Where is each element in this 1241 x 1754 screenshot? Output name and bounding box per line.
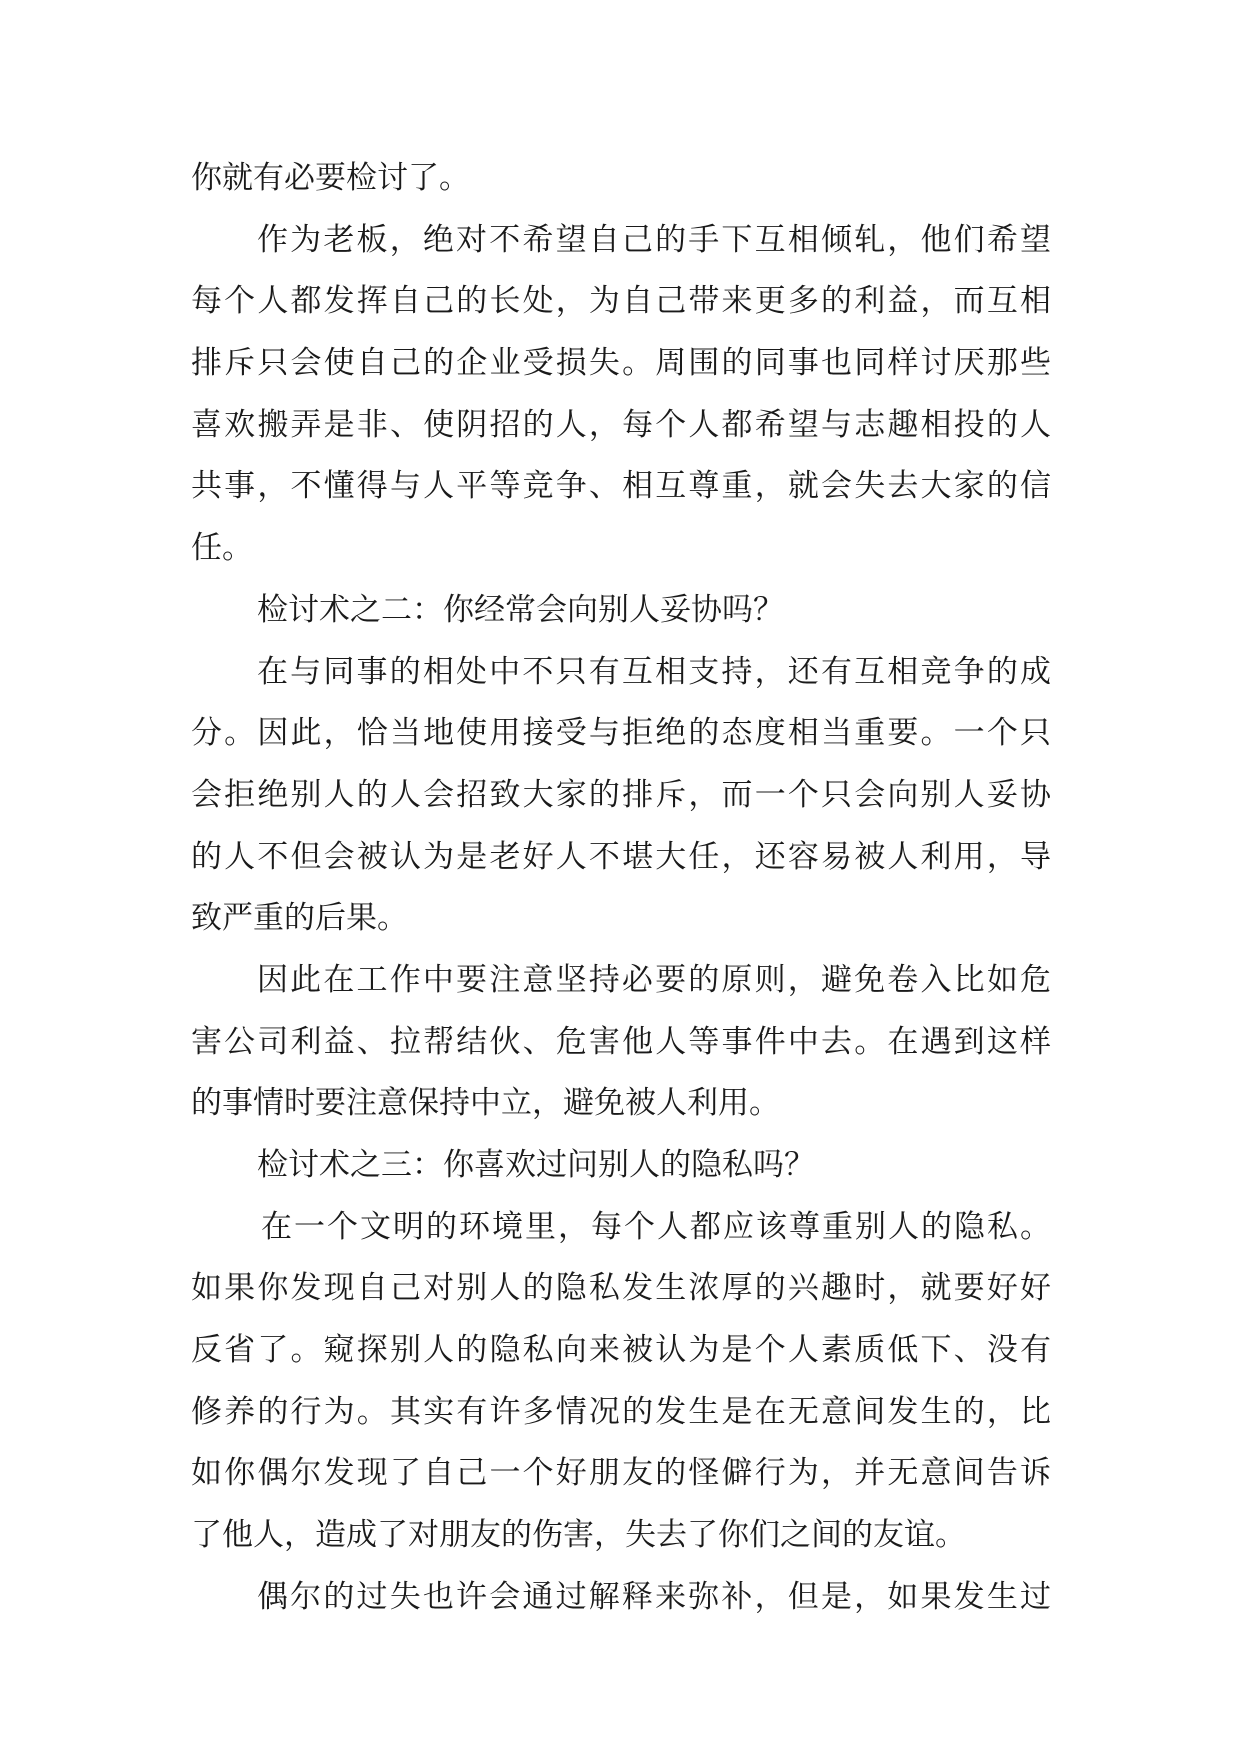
text-line: 喜欢搬弄是非、使阴招的人，每个人都希望与志趣相投的人 bbox=[191, 406, 1051, 443]
text-line: 任。 bbox=[191, 530, 253, 567]
text-line: 排斥只会使自己的企业受损失。周围的同事也同样讨厌那些 bbox=[191, 345, 1051, 382]
paragraph-first-line: 因此在工作中要注意坚持必要的原则，避免卷入比如危 bbox=[257, 961, 1051, 998]
text-line: 的事情时要注意保持中立，避免被人利用。 bbox=[191, 1085, 780, 1122]
paragraph-first-line: 在一个文明的环境里，每个人都应该尊重别人的隐私。 bbox=[261, 1208, 1051, 1245]
text-line: 如果你发现自己对别人的隐私发生浓厚的兴趣时，就要好好 bbox=[191, 1270, 1051, 1307]
text-line: 共事，不懂得与人平等竞争、相互尊重，就会失去大家的信 bbox=[191, 468, 1051, 505]
paragraph-first-line: 偶尔的过失也许会通过解释来弥补，但是，如果发生过 bbox=[257, 1578, 1051, 1615]
text-line: 分。因此，恰当地使用接受与拒绝的态度相当重要。一个只 bbox=[191, 715, 1051, 752]
text-line: 致严重的后果。 bbox=[191, 900, 408, 937]
section-heading: 检讨术之三：你喜欢过问别人的隐私吗？ bbox=[257, 1147, 815, 1183]
section-heading: 检讨术之二：你经常会向别人妥协吗？ bbox=[257, 591, 784, 628]
text-line: 了他人，造成了对朋友的伤害，失去了你们之间的友谊。 bbox=[191, 1517, 966, 1554]
text-line: 如你偶尔发现了自己一个好朋友的怪僻行为，并无意间告诉 bbox=[191, 1455, 1051, 1492]
text-line: 的人不但会被认为是老好人不堪大任，还容易被人利用，导 bbox=[191, 838, 1051, 875]
text-line: 害公司利益、拉帮结伙、危害他人等事件中去。在遇到这样 bbox=[191, 1023, 1051, 1060]
text-line: 修养的行为。其实有许多情况的发生是在无意间发生的，比 bbox=[191, 1393, 1051, 1430]
paragraph-first-line: 在与同事的相处中不只有互相支持，还有互相竞争的成 bbox=[257, 653, 1051, 690]
paragraph-first-line: 作为老板，绝对不希望自己的手下互相倾轧，他们希望 bbox=[257, 221, 1051, 258]
text-line: 反省了。窥探别人的隐私向来被认为是个人素质低下、没有 bbox=[191, 1332, 1051, 1369]
document-body bbox=[191, 148, 1051, 1629]
text-line: 会拒绝别人的人会招致大家的排斥，而一个只会向别人妥协 bbox=[191, 776, 1051, 813]
text-line: 你就有必要检讨了。 bbox=[191, 160, 470, 196]
text-line: 每个人都发挥自己的长处，为自己带来更多的利益，而互相 bbox=[191, 283, 1051, 320]
